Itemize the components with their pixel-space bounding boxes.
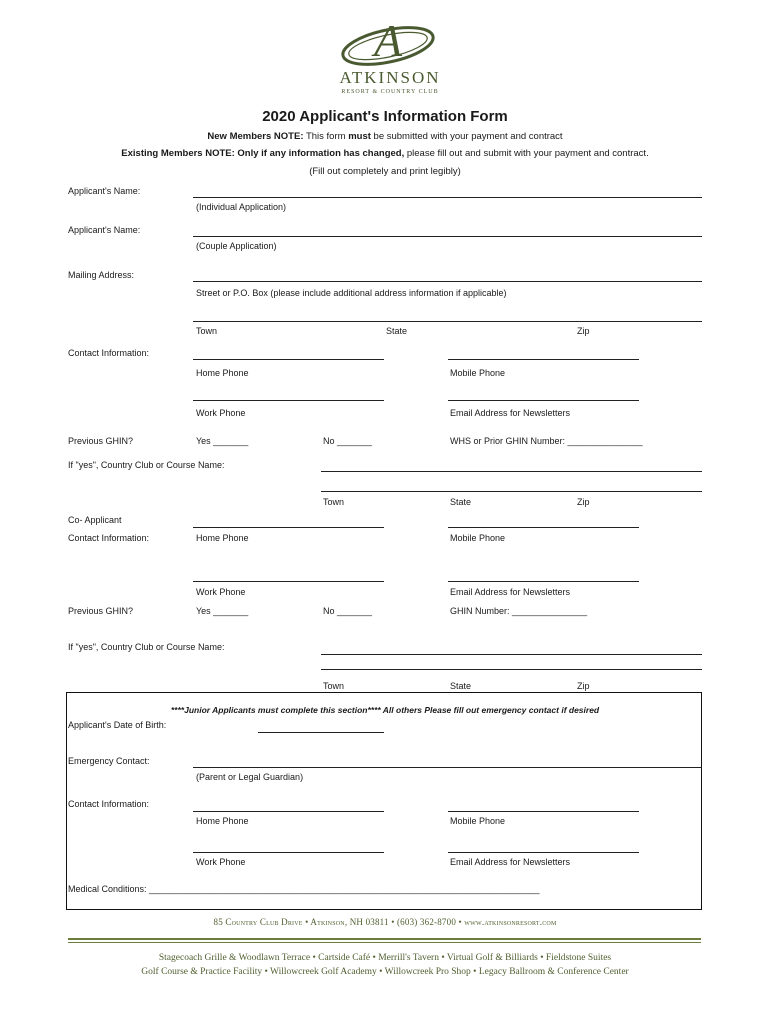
applicant-name-label: Applicant's Name: [68,186,141,196]
work-phone-field[interactable] [193,387,384,401]
ghin-yes-option[interactable]: Yes _______ [196,436,249,446]
form-title: 2020 Applicant's Information Form [262,108,508,125]
town-caption: Town [196,326,218,336]
junior-section-header: ****Junior Applicants must complete this section**** All others Please fill out emergency contact if desired [170,705,600,715]
junior-mobile-phone-field[interactable] [448,798,639,812]
junior-work-phone-field[interactable] [193,839,384,853]
logo-tagline: RESORT & COUNTRY CLUB [341,89,439,95]
whs-ghin-number[interactable]: WHS or Prior GHIN Number: _______________ [450,436,643,446]
footer-address: 85 Country Club Drive • Atkinson, NH 03811 • (603) 362-8700 • www.atkinsonresort.com [213,917,557,927]
junior-home-phone-field[interactable] [193,798,384,812]
contact-information-label: Contact Information: [68,348,150,358]
co-work-phone-caption: Work Phone [196,587,246,597]
work-phone-caption: Work Phone [196,408,246,418]
co-home-phone-caption: Home Phone [196,533,249,543]
footer-amenities-line-1: Stagecoach Grille & Woodlawn Terrace • Cartside Café • Merrill's Tavern • Virtual Golf & Billiards • Fieldstone Suites [158,953,612,963]
existing-members-note [0,148,770,160]
new-members-prefix: New Members NOTE: [207,131,304,142]
club-state-caption: State [450,497,472,507]
email-caption: Email Address for Newsletters [450,408,571,418]
co-club-town-state-zip-field[interactable] [321,656,702,670]
existing-members-bold: Existing Members NOTE: Only if any information has changed, [121,148,405,159]
previous-ghin-label: Previous GHIN? [68,436,134,446]
co-ghin-no-option[interactable]: No _______ [323,606,373,616]
logo-name: ATKINSON [339,68,441,87]
town-state-zip-field[interactable] [193,308,702,322]
applicant-name-individual-field[interactable] [193,184,702,198]
co-email-caption: Email Address for Newsletters [450,587,571,597]
home-phone-field[interactable] [193,346,384,360]
junior-mobile-phone-caption: Mobile Phone [450,816,506,826]
existing-members-text: please fill out and submit with your payment and contract. [404,148,649,159]
footer-amenities-line-2: Golf Course & Practice Facility • Willowcreek Golf Academy • Willowcreek Pro Shop • Legacy Ballroom & Conference Center [141,967,629,977]
co-club-town-caption: Town [323,681,345,691]
ghin-no-option[interactable]: No _______ [323,436,373,446]
footer-divider-top [68,938,701,940]
individual-application-caption: (Individual Application) [196,202,287,212]
co-home-phone-field[interactable] [193,514,384,528]
new-members-note [0,131,770,143]
co-country-club-name-field[interactable] [321,641,702,655]
mailing-address-label: Mailing Address: [68,270,135,280]
guardian-caption: (Parent or Legal Guardian) [196,772,304,782]
country-club-name-label: If "yes", Country Club or Course Name: [68,460,225,470]
club-town-state-zip-field[interactable] [321,478,702,492]
couple-application-caption: (Couple Application) [196,241,277,251]
date-of-birth-field[interactable] [258,719,384,733]
co-mobile-phone-field[interactable] [448,514,639,528]
country-club-name-field[interactable] [321,458,702,472]
street-field[interactable] [193,268,702,282]
new-members-must: must [348,131,371,142]
co-work-phone-field[interactable] [193,568,384,582]
new-members-text-1: This form [303,131,349,142]
junior-email-caption: Email Address for Newsletters [450,857,571,867]
co-previous-ghin-label: Previous GHIN? [68,606,134,616]
street-caption: Street or P.O. Box (please include additional address information if applicable) [196,288,507,298]
club-zip-caption: Zip [577,497,590,507]
junior-work-phone-caption: Work Phone [196,857,246,867]
emergency-contact-field[interactable] [193,754,702,768]
co-club-zip-caption: Zip [577,681,590,691]
zip-caption: Zip [577,326,590,336]
co-club-state-caption: State [450,681,472,691]
mobile-phone-caption: Mobile Phone [450,368,506,378]
resort-logo [330,15,450,98]
mobile-phone-field[interactable] [448,346,639,360]
junior-contact-information-label: Contact Information: [68,799,150,809]
applicant-name-label-2: Applicant's Name: [68,225,141,235]
emergency-contact-label: Emergency Contact: [68,756,150,766]
co-country-club-name-label: If "yes", Country Club or Course Name: [68,642,225,652]
junior-home-phone-caption: Home Phone [196,816,249,826]
date-of-birth-label: Applicant's Date of Birth: [68,720,167,730]
co-mobile-phone-caption: Mobile Phone [450,533,506,543]
email-field[interactable] [448,387,639,401]
medical-conditions-field[interactable]: Medical Conditions: ______________________________________________________________________________ [68,884,540,894]
co-applicant-label: Co- Applicant [68,515,122,525]
club-town-caption: Town [323,497,345,507]
home-phone-caption: Home Phone [196,368,249,378]
fill-instruction: (Fill out completely and print legibly) [309,166,461,177]
footer-divider-bottom [68,942,701,943]
applicant-name-couple-field[interactable] [193,223,702,237]
co-contact-information-label: Contact Information: [68,533,150,543]
co-email-field[interactable] [448,568,639,582]
new-members-text-2: be submitted with your payment and contract [370,131,563,142]
state-caption: State [386,326,408,336]
logo-monogram: A [374,15,403,66]
co-ghin-number[interactable]: GHIN Number: _______________ [450,606,588,616]
junior-email-field[interactable] [448,839,639,853]
co-ghin-yes-option[interactable]: Yes _______ [196,606,249,616]
